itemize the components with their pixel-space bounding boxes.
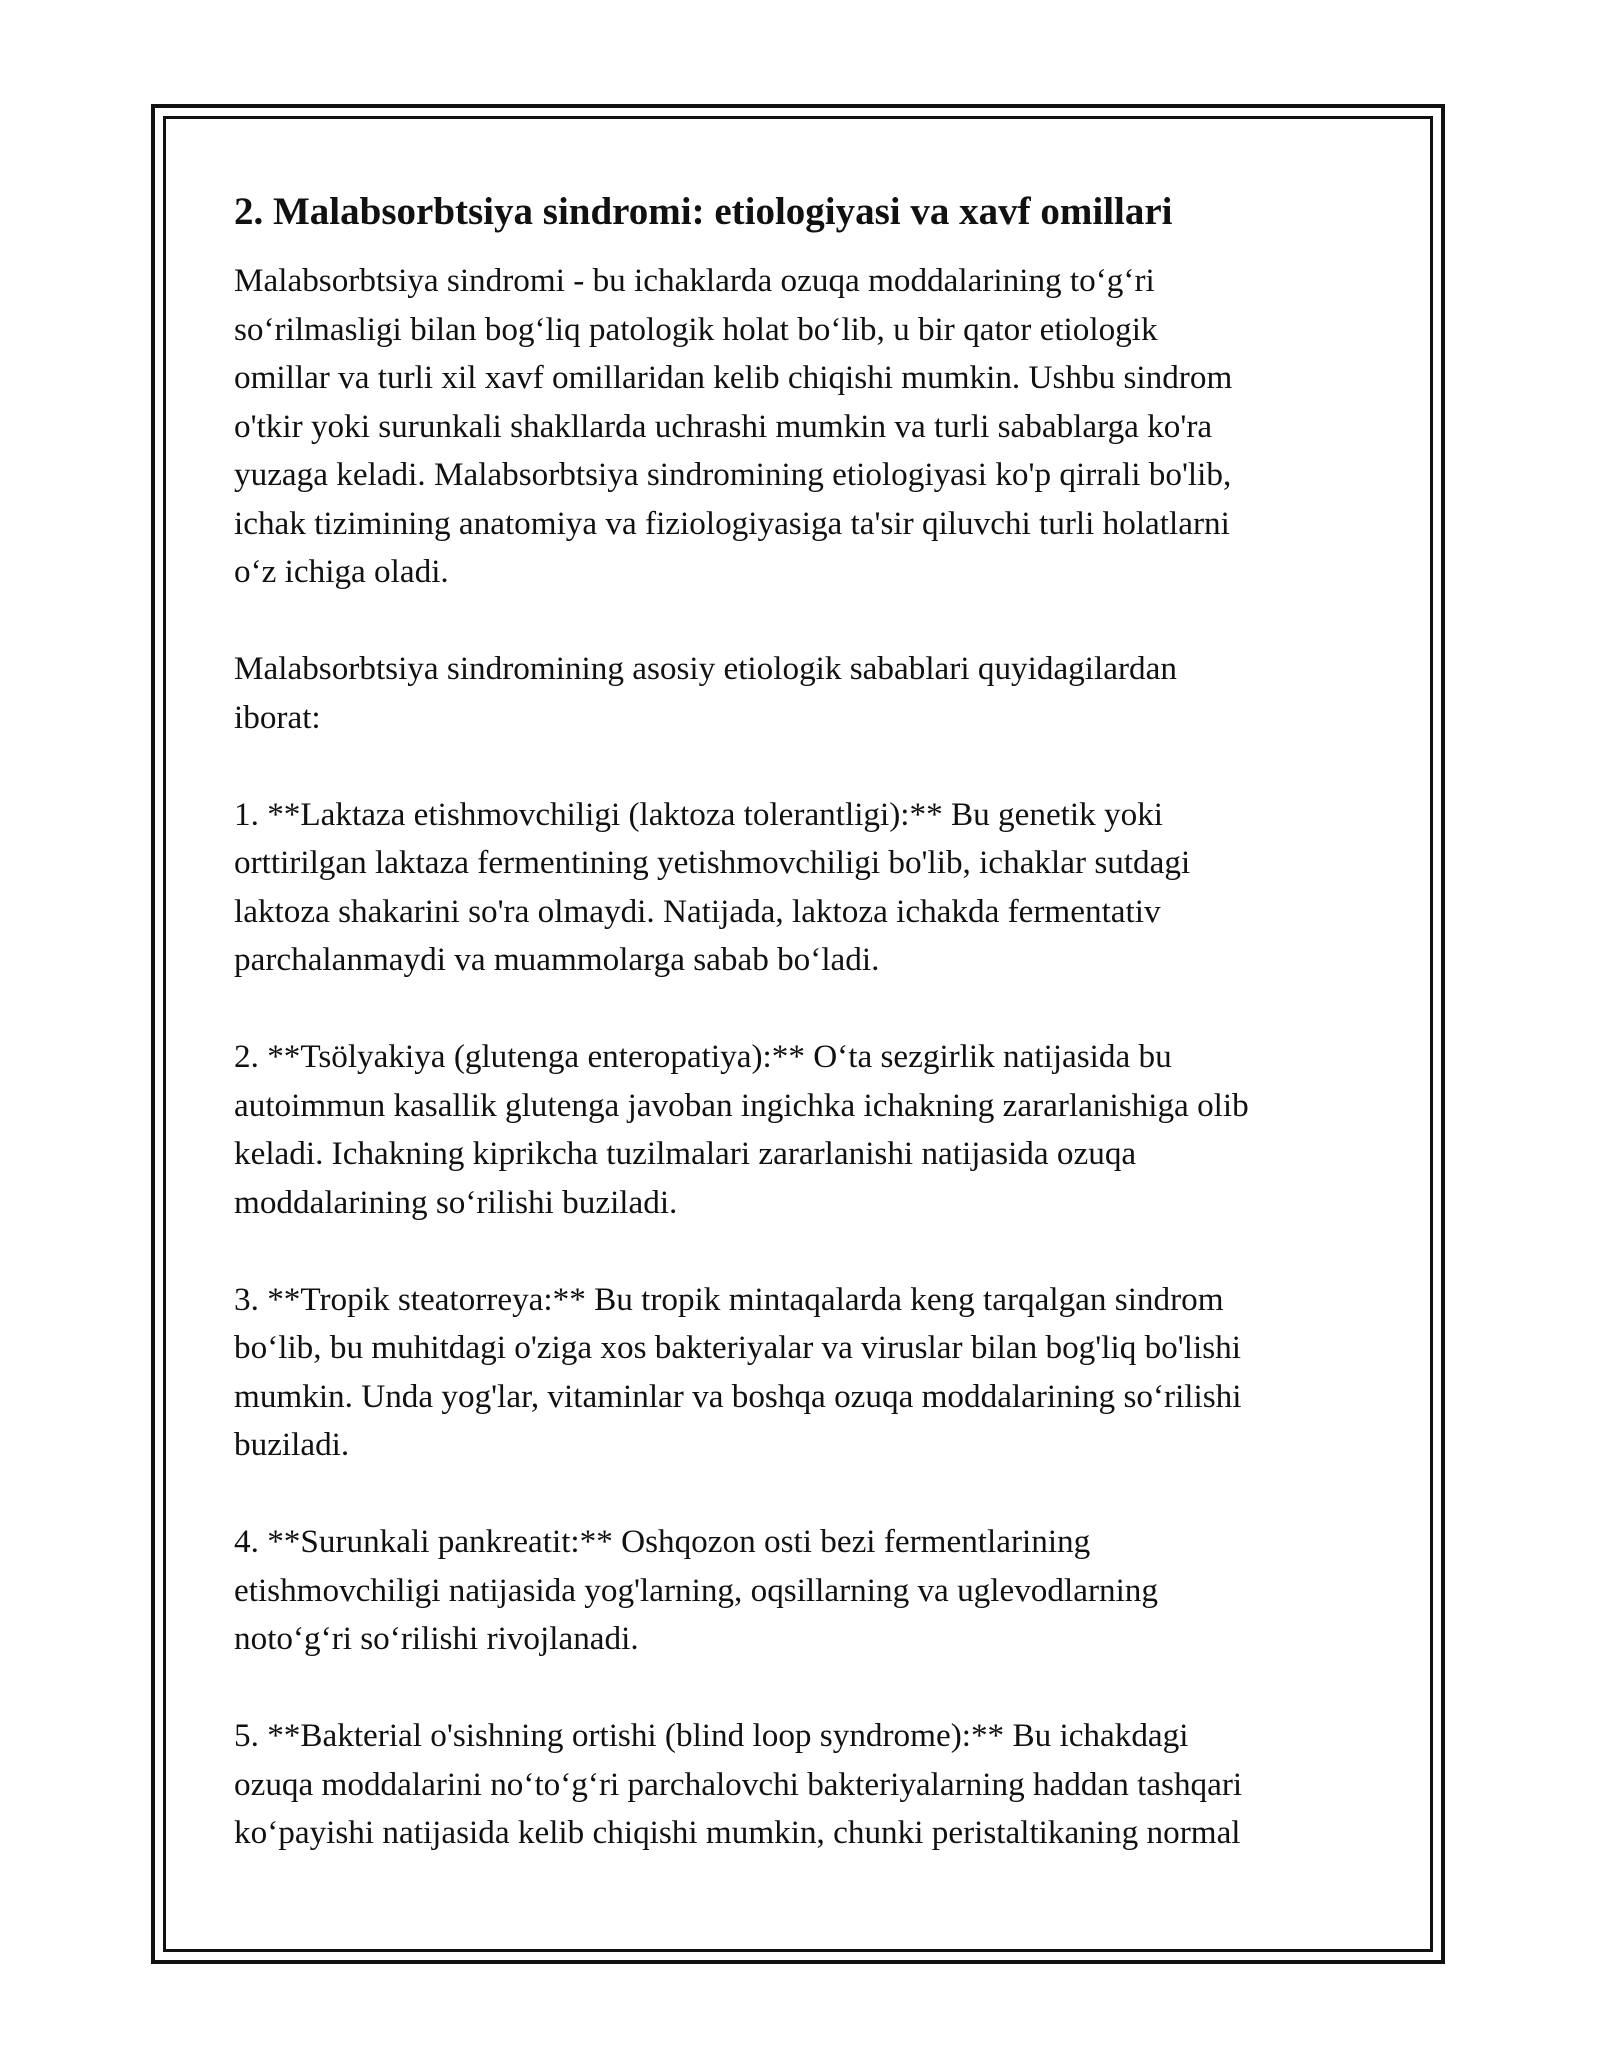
document-body	[234, 186, 1374, 1858]
list-item-lactase-deficiency: 1. **Laktaza etishmovchiligi (laktoza tolerantligi):** Bu genetik yoki orttirilgan laktaza fermentining yetishmovchiligi bo'lib, ichaklar sutdagi laktoza shakarini so'ra olmaydi. Natijada, laktoza ichakda fermentativ parchalanmaydi va muammolarga sabab bo‘ladi.	[234, 795, 1191, 978]
list-item-tropical-steatorrhea: 3. **Tropik steatorreya:** Bu tropik mintaqalarda keng tarqalgan sindrom bo‘lib, bu muhitdagi o'ziga xos bakteriyalar va viruslar bilan bog'liq bo'lishi mumkin. Unda yog'lar, vitaminlar va boshqa ozuqa moddalarining so‘rilishi buziladi.	[234, 1280, 1242, 1463]
list-item-chronic-pancreatitis: 4. **Surunkali pankreatit:** Oshqozon osti bezi fermentlarining etishmovchiligi natijasida yog'larning, oqsillarning va uglevodlarning noto‘g‘ri so‘rilishi rivojlanadi.	[234, 1523, 1158, 1657]
section-heading: 2. Malabsorbtsiya sindromi: etiologiyasi va xavf omillari	[234, 190, 1173, 233]
list-item-celiac-disease: 2. **Tsölyakiya (glutenga enteropatiya):** O‘ta sezgirlik natijasida bu autoimmun kasallik glutenga javoban ingichka ichakning zararlanishiga olib keladi. Ichakning kiprikcha tuzilmalari zararlanishi natijasida ozuqa moddalarining so‘rilishi buziladi.	[234, 1038, 1249, 1221]
list-item-bacterial-overgrowth: 5. **Bakterial o'sishning ortishi (blind loop syndrome):** Bu ichakdagi ozuqa moddalarini no‘to‘g‘ri parchalovchi bakteriyalarning haddan tashqari ko‘payishi natijasida kelib chiqishi mumkin, chunki peristaltikaning normal	[234, 1717, 1243, 1851]
intro-paragraph: Malabsorbtsiya sindromi - bu ichaklarda ozuqa moddalarining to‘g‘ri so‘rilmasligi bilan bog‘liq patologik holat bo‘lib, u bir qator etiologik omillar va turli xil xavf omillaridan kelib chiqishi mumkin. Ushbu sindrom o'tkir yoki surunkali shakllarda uchrashi mumkin va turli sabablarga ko'ra yuzaga keladi. Malabsorbtsiya sindromining etiologiyasi ko'p qirrali bo'lib, ichak tizimining anatomiya va fiziologiyasiga ta'sir qiluvchi turli holatlarni o‘z ichiga oladi.	[234, 262, 1233, 590]
causes-lead-paragraph: Malabsorbtsiya sindromining asosiy etiologik sabablari quyidagilardan iborat:	[234, 650, 1177, 736]
